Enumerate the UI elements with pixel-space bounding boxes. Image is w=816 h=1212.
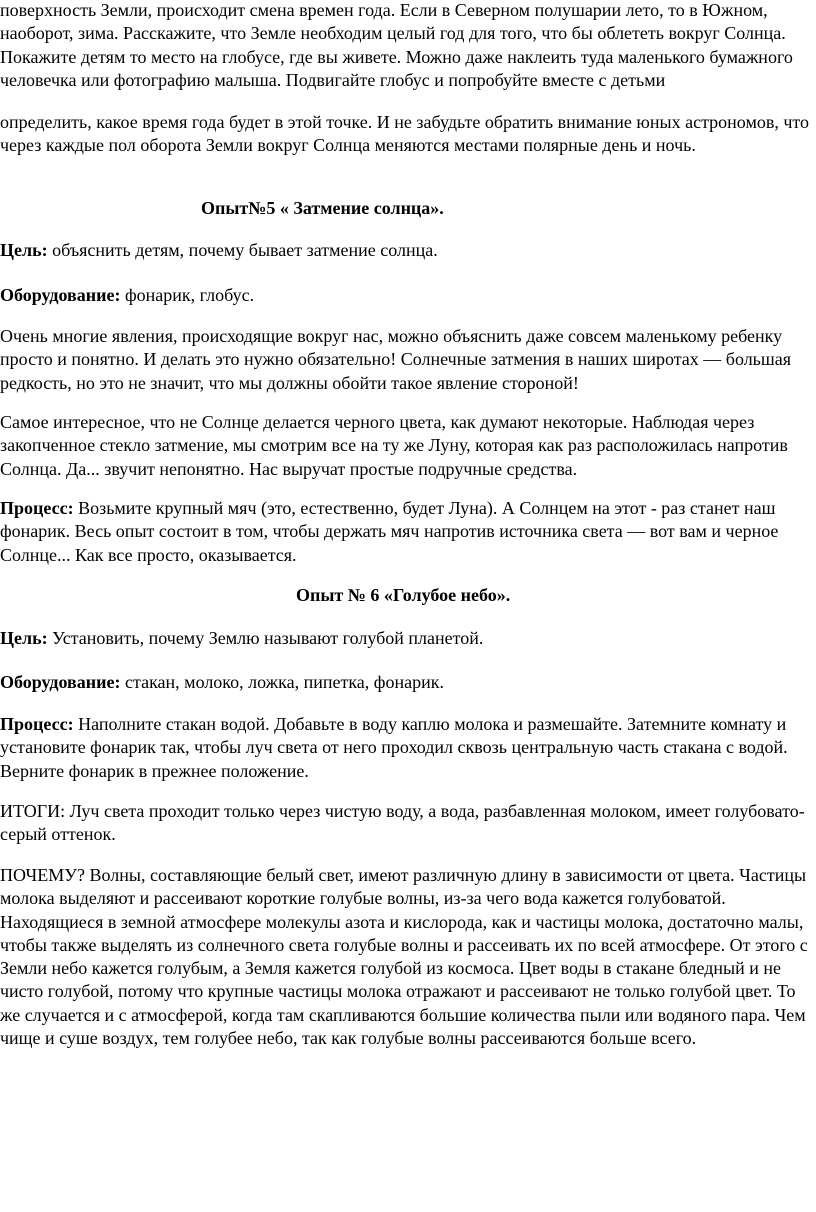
experiment6-equipment [0, 671, 812, 694]
goal-text: объяснить детям, почему бывает затмение солнца. [47, 240, 438, 260]
equipment-text: стакан, молоко, ложка, пипетка, фонарик. [120, 672, 444, 692]
intro-continued-paragraph: определить, какое время года будет в этой точке. И не забудьте обратить внимание юных астрономов, что через каждые пол оборота Земли вокруг Солнца меняются местами полярные день и ночь. [0, 112, 810, 156]
equipment-text: фонарик, глобус. [120, 285, 255, 305]
goal-label: Цель: [0, 628, 48, 648]
experiment6-process [0, 713, 812, 783]
experiment6-title: Опыт № 6 «Голубое небо». [296, 585, 511, 605]
intro-paragraph: поверхность Земли, происходит смена времен года. Если в Северном полушарии лето, то в Южном, наоборот, зима. Расскажите, что Земле необходим целый год для того, что бы облететь вокруг Солнца. Покажите детям то место на глобусе, где вы живете. Можно даже наклеить туда маленького бумажного человечка или фотографию малыша. Подвигайте глобус и попробуйте вместе с детьми [0, 0, 793, 90]
process-label: Процесс: [0, 498, 74, 518]
experiment5-paragraph-2: Самое интересное, что не Солнце делается черного цвета, как думают некоторые. Наблюдая через закопченное стекло затмение, мы смотрим все на ту же Луну, которая как раз расположилась напротив Солнца. Да... звучит непонятно. Нас выручат простые подручные средства. [0, 412, 788, 479]
experiment5-paragraph-1: Очень многие явления, происходящие вокруг нас, можно объяснить даже совсем маленькому ребенку просто и понятно. И делать это нужно обязательно! Солнечные затмения в наших широтах — большая редкость, но это не значит, что мы должны обойти такое явление стороной! [0, 326, 792, 393]
experiment6-goal [0, 627, 812, 650]
process-label: Процесс: [0, 714, 74, 734]
goal-text: Установить, почему Землю называют голубой планетой. [47, 628, 484, 648]
experiment5-title: Опыт№5 « Затмение солнца». [201, 198, 444, 218]
process-text: Возьмите крупный мяч (это, естественно, будет Луна). А Солнцем на этот - раз станет наш фонарик. Весь опыт состоит в том, чтобы держать мяч напротив источника света — вот вам и черное Солнце... Как все просто, оказывается. [0, 498, 779, 565]
experiment6-results: ИТОГИ: Луч света проходит только через чистую воду, а вода, разбавленная молоком, имеет голубовато-серый оттенок. [0, 801, 805, 845]
experiment5-equipment [0, 284, 812, 307]
process-text: Наполните стакан водой. Добавьте в воду каплю молока и размешайте. Затемните комнату и установите фонарик так, чтобы луч света от него проходил сквозь центральную часть стакана с водой. Верните фонарик в прежнее положение. [0, 714, 788, 781]
experiment5-goal [0, 239, 812, 262]
goal-label: Цель: [0, 240, 48, 260]
equipment-label: Оборудование: [0, 672, 121, 692]
equipment-label: Оборудование: [0, 285, 121, 305]
experiment6-why: ПОЧЕМУ? Волны, составляющие белый свет, имеют различную длину в зависимости от цвета. Частицы молока выделяют и рассеивают короткие голубые волны, из-за чего вода кажется голубоватой. Находящиеся в земной атмосфере молекулы азота и кислорода, как и частицы молока, достаточно малы, чтобы также выделять из солнечного света голубые волны и рассеивать их по всей атмосфере. От этого с Земли небо кажется голубым, а Земля кажется голубой из космоса. Цвет воды в стакане бледный и не чисто голубой, потому что крупные частицы молока отражают и рассеивают не только голубой цвет. То же случается и с атмосферой, когда там скапливаются большие количества пыли или водяного пара. Чем чище и суше воздух, тем голубее небо, так как голубые волны рассеиваются больше всего. [0, 865, 808, 1049]
experiment5-process [0, 497, 812, 567]
